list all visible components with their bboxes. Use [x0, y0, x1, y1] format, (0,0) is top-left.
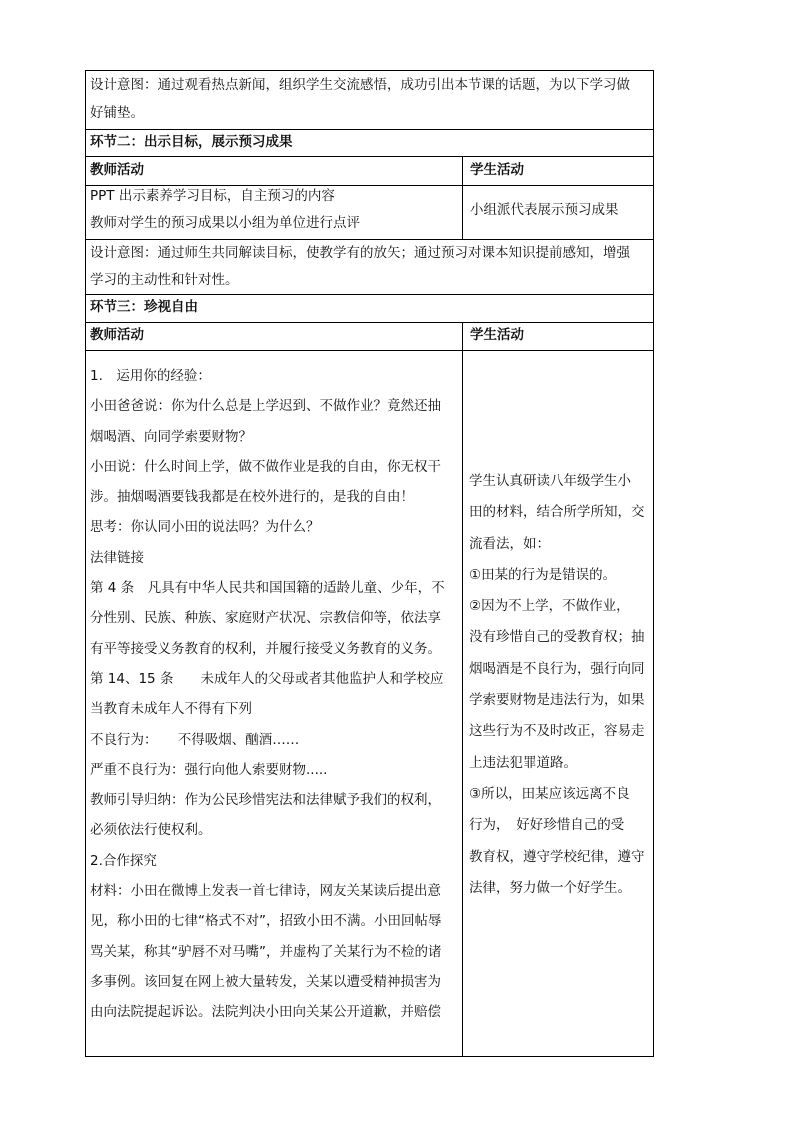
student-paragraph-line: 行为， 好好珍惜自己的受 [469, 817, 625, 834]
student-paragraph-line: 这些行为不及时改正，容易走 [469, 723, 645, 740]
section-2-teacher-content [86, 183, 462, 239]
teacher-paragraph-line: 不良行为： 不得吸烟、酗酒…… [90, 731, 300, 748]
student-paragraph-line: 学索要财物是违法行为，如果 [469, 692, 645, 709]
teacher-paragraph-line: 小田爸爸说：你为什么总是上学迟到、不做作业？竟然还抽 [90, 398, 441, 415]
teacher-paragraph-line: 第 4 条 凡具有中华人民共和国国籍的适龄儿童、少年，不 [90, 580, 445, 597]
student-paragraph-line: ①田某的行为是错误的。 [469, 566, 617, 583]
teacher-paragraph-line: 见，称小田的七律“格式不对”，招致小田不满。小田回帖辱 [90, 913, 442, 930]
section-2-student-content: 小组派代表展示预习成果 [470, 202, 619, 218]
design-intent-1-line: 设计意图：通过观看热点新闻，组织学生交流感悟，成功引出本节课的话题，为以下学习做 [90, 77, 630, 93]
design-intent-2 [86, 240, 653, 294]
teacher-paragraph-line: 必须依法行使权利。 [90, 822, 212, 839]
teacher-paragraph-line: 1. 运用你的经验： [90, 368, 211, 384]
student-paragraph-line: ②因为不上学，不做作业， [469, 598, 630, 615]
student-paragraph-line: ③所以，田某应该远离不良 [469, 785, 630, 802]
teacher-paragraph-line: 材料：小田在微博上发表一首七律诗，网友关某读后提出意 [90, 883, 441, 900]
section-3-teacher-content [86, 361, 462, 1055]
teacher-paragraph-line: 由向法院提起诉讼。法院判决小田向关某公开道歉，并赔偿 [90, 1004, 441, 1021]
teacher-paragraph-line: 骂关某，称其“驴唇不对马嘴”，并虚构了关某行为不检的诸 [90, 943, 442, 960]
student-paragraph-line: 法律，努力做一个好学生。 [469, 879, 631, 896]
design-intent-1 [86, 71, 653, 129]
teacher-activity-header-2: 教师活动 [90, 327, 144, 343]
teacher-paragraph-line: 思考：你认同小田的说法吗？为什么？ [90, 519, 320, 536]
section-3-student-content [463, 466, 653, 916]
teacher-line: 教师对学生的预习成果以小组为单位进行点评 [90, 215, 360, 231]
design-intent-2-line: 设计意图：通过师生共同解读目标，使教学有的放矢；通过预习对课本知识提前感知，增强 [90, 245, 630, 261]
teacher-line: PPT 出示素养学习目标，自主预习的内容 [90, 188, 335, 204]
teacher-paragraph-line: 教师引导归纳：作为公民珍惜宪法和法律赋予我们的权利， [90, 792, 441, 809]
student-activity-header: 学生活动 [470, 162, 524, 178]
student-paragraph-line: 上违法犯罪道路。 [469, 754, 577, 771]
teacher-paragraph-line: 有平等接受义务教育的权利，并履行接受义务教育的义务。 [90, 640, 441, 657]
teacher-paragraph-line: 第 14、15 条 未成年人的父母或者其他监护人和学校应 [90, 670, 444, 687]
design-intent-2-line: 学习的主动性和针对性。 [90, 272, 239, 288]
teacher-activity-header: 教师活动 [90, 162, 144, 178]
teacher-paragraph-line: 2.合作探究 [90, 852, 157, 869]
teacher-paragraph-line: 法律链接 [90, 549, 144, 566]
teacher-paragraph-line: 涉。抽烟喝酒要钱我都是在校外进行的，是我的自由！ [90, 489, 414, 506]
section-3-title: 环节三：珍视自由 [90, 299, 198, 315]
teacher-paragraph-line: 当教育未成年人不得有下列 [90, 701, 252, 718]
section-2-title: 环节二：出示目标，展示预习成果 [90, 134, 293, 150]
student-paragraph-line: 学生认真研读八年级学生小 [469, 473, 631, 489]
teacher-paragraph-line: 烟喝酒、向同学索要财物？ [90, 428, 252, 445]
student-paragraph-line: 流看法，如： [469, 535, 550, 552]
teacher-paragraph-line: 小田说：什么时间上学，做不做作业是我的自由，你无权干 [90, 458, 441, 475]
teacher-paragraph-line: 多事例。该回复在网上被大量转发，关某以遭受精神损害为 [90, 973, 441, 990]
design-intent-1-line: 好铺垫。 [90, 105, 144, 121]
student-activity-header-2: 学生活动 [470, 327, 524, 343]
student-paragraph-line: 田的材料，结合所学所知，交 [469, 504, 645, 521]
student-paragraph-line: 教育权，遵守学校纪律，遵守 [469, 848, 645, 865]
teacher-paragraph-line: 分性别、民族、种族、家庭财产状况、宗教信仰等，依法享 [90, 610, 441, 627]
teacher-paragraph-line: 严重不良行为：强行向他人索要财物..... [90, 761, 328, 778]
student-paragraph-line: 没有珍惜自己的受教育权；抽 [469, 629, 645, 646]
student-paragraph-line: 烟喝酒是不良行为，强行向同 [469, 660, 645, 677]
